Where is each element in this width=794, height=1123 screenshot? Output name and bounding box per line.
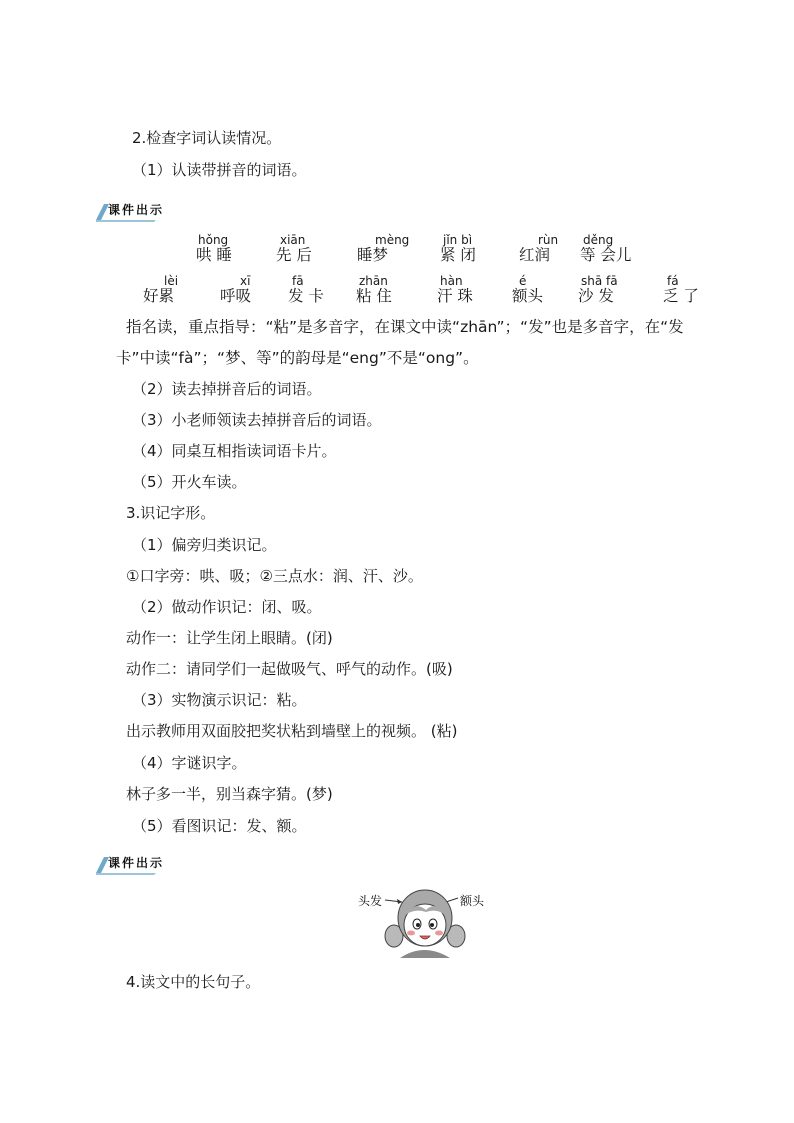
word: 先 后: [276, 246, 312, 264]
word: 好累: [143, 287, 175, 305]
step-2-sub1: （1）认读带拼音的词语。: [132, 161, 307, 179]
word: 紧 闭: [440, 246, 476, 264]
pinyin: xiān: [280, 233, 306, 247]
pinyin: é: [519, 274, 527, 288]
pinyin: shā fā: [581, 274, 618, 288]
pinyin: mèng: [375, 233, 410, 247]
word: 呼吸: [220, 287, 252, 305]
step-line: （2）读去掉拼音后的词语。: [132, 380, 322, 398]
step-3-line: 出示教师用双面胶把奖状粘到墙壁上的视频。 (粘): [126, 722, 458, 740]
courseware-banner: [96, 200, 236, 222]
step-4-title: 4.读文中的长句子。: [126, 973, 261, 991]
pinyin: xī: [240, 274, 251, 288]
pinyin: hǒng: [198, 233, 229, 247]
step-3-line: 动作一：让学生闭上眼睛。(闭): [126, 629, 333, 647]
word: 红润: [519, 246, 551, 264]
banner-label: 课件出示: [108, 856, 165, 870]
word: 汗 珠: [437, 287, 473, 305]
step-line: （4）同桌互相指读词语卡片。: [132, 442, 337, 460]
pinyin: děng: [583, 233, 614, 247]
word: 额头: [512, 287, 544, 305]
forehead-label: 额头: [460, 894, 485, 908]
word: 等 会儿: [580, 246, 632, 264]
guide-line-1: 指名读，重点指导：“粘”是多音字，在课文中读“zhān”；“发”也是多音字，在“发: [126, 318, 684, 336]
step-2-title: 2.检查字词认读情况。: [132, 129, 282, 147]
girl-illustration: [354, 880, 494, 960]
word: 乏 了: [663, 287, 699, 305]
step-3-line: （4）字谜识字。: [132, 754, 247, 772]
word: 沙 发: [578, 287, 614, 305]
step-3-line: （3）实物演示识记：粘。: [132, 691, 307, 709]
girl-face-icon: [354, 880, 494, 960]
step-3-title: 3.识记字形。: [126, 504, 216, 522]
pinyin: fā: [292, 274, 304, 288]
step-3-line: （2）做动作识记：闭、吸。: [132, 598, 322, 616]
banner-label: 课件出示: [108, 203, 165, 217]
word: 睡梦: [357, 246, 389, 264]
pinyin: zhān: [359, 274, 388, 288]
step-3-line: ①口字旁：哄、吸；②三点水：润、汗、沙。: [126, 567, 423, 585]
pinyin: rùn: [538, 233, 559, 247]
pinyin: lèi: [164, 274, 179, 288]
step-3-line: 动作二：请同学们一起做吸气、呼气的动作。(吸): [126, 660, 453, 678]
step-line: （3）小老师领读去掉拼音后的词语。: [132, 411, 382, 429]
step-3-line: （1）偏旁归类识记。: [132, 536, 277, 554]
pinyin: hàn: [440, 274, 463, 288]
step-3-line: （5）看图识记：发、额。: [132, 817, 307, 835]
courseware-banner: [96, 853, 236, 875]
step-line: （5）开火车读。: [132, 473, 247, 491]
pinyin: jǐn bì: [443, 233, 473, 247]
word: 粘 住: [356, 287, 392, 305]
hair-label: 头发: [358, 894, 383, 908]
pinyin: fá: [667, 274, 679, 288]
word: 发 卡: [288, 287, 324, 305]
word: 哄 睡: [196, 246, 232, 264]
step-3-line: 林子多一半，别当森字猜。(梦): [126, 785, 333, 803]
guide-line-2: 卡”中读“fà”；“梦、等”的韵母是“eng”不是“ong”。: [116, 349, 479, 367]
